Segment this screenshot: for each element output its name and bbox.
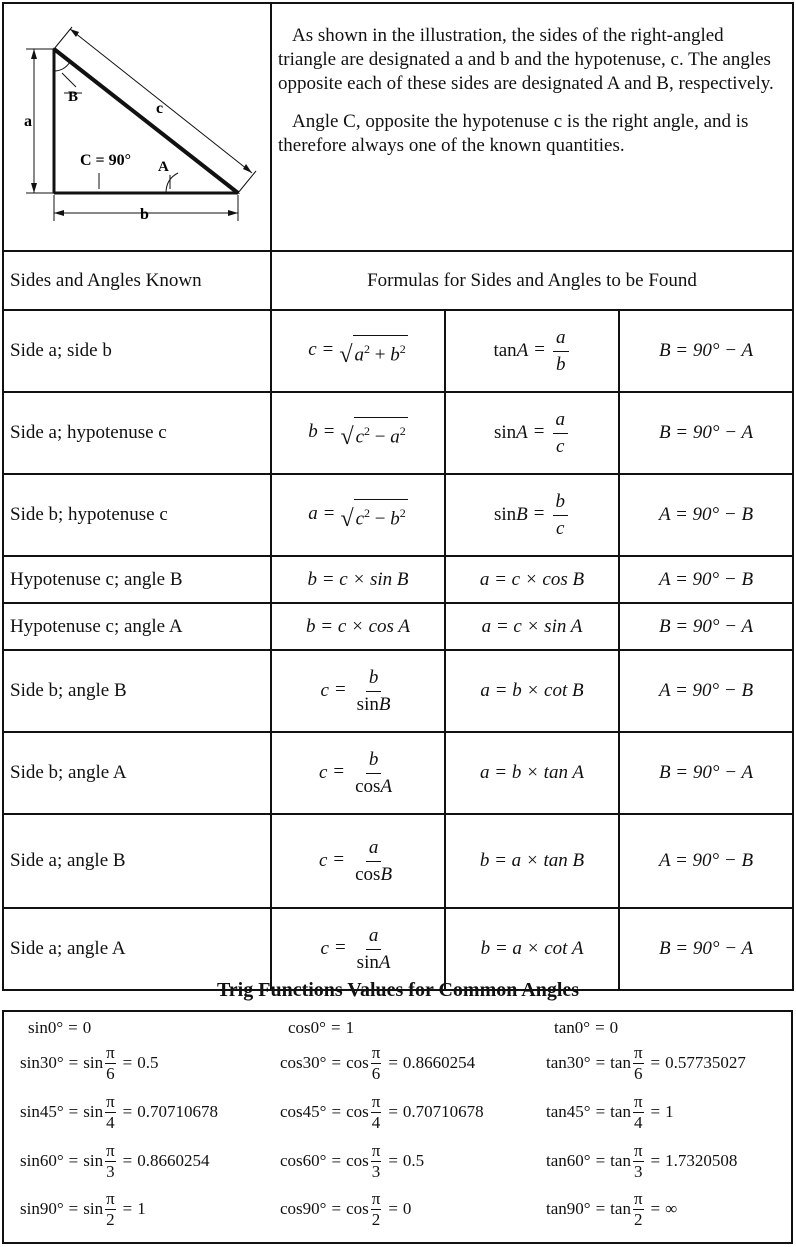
tan-30-value: tan30° = tan $\frac{\pi}{6}$ = 0.57735027 <box>546 1042 746 1083</box>
formula-complement: B = 90° − A <box>619 908 793 990</box>
sin-90-value: sin90° = sin $\frac{\pi}{2}$ = 1 <box>20 1188 146 1229</box>
tan-60-value: tan60° = tan $\frac{\pi}{3}$ = 1.7320508 <box>546 1140 738 1181</box>
row-known: Side a; angle A <box>3 908 271 990</box>
table-row <box>3 732 793 814</box>
trig-values-box <box>2 1010 793 1244</box>
header-known: Sides and Angles Known <box>3 251 271 310</box>
row-known: Side b; hypotenuse c <box>3 474 271 556</box>
formula-complement: A = 90° − B <box>619 474 793 556</box>
row-known: Side a; angle B <box>3 814 271 908</box>
tan-0-value: tan0° = 0 <box>554 1018 619 1037</box>
formula-angle: a = b × cot B <box>445 650 619 732</box>
formula-complement: A = 90° − B <box>619 814 793 908</box>
formula-complement: B = 90° − A <box>619 732 793 814</box>
table-row <box>3 556 793 603</box>
row-known: Side a; side b <box>3 310 271 392</box>
formula-angle: a = c × cos B <box>445 556 619 603</box>
diagram-label-angle-B: B <box>68 89 79 105</box>
formula-angle: sinA = $\frac{a}{c}$ <box>445 392 619 474</box>
triangle-diagram-cell <box>3 3 271 251</box>
formula-complement: B = 90° − A <box>619 603 793 650</box>
formula-angle: a = c × sin A <box>445 603 619 650</box>
sin-30-value: sin30° = sin $\frac{\pi}{6}$ = 0.5 <box>20 1042 159 1083</box>
table-row <box>3 474 793 556</box>
formula-side: c = √ $a^2 + b^2$ <box>271 310 445 392</box>
diagram-label-c: c <box>156 100 164 117</box>
cos-0-value: cos0° = 1 <box>288 1018 355 1037</box>
row-known: Hypotenuse c; angle B <box>3 556 271 603</box>
row-known: Side b; angle B <box>3 650 271 732</box>
table-row <box>3 908 793 990</box>
row-known: Hypotenuse c; angle A <box>3 603 271 650</box>
cos-90-value: cos90° = cos $\frac{\pi}{2}$ = 0 <box>280 1188 412 1229</box>
table-row <box>3 392 793 474</box>
table-row <box>3 603 793 650</box>
formula-angle: b = a × cot A <box>445 908 619 990</box>
formula-side: b = c × cos A <box>271 603 445 650</box>
formula-complement: B = 90° − A <box>619 392 793 474</box>
sin-45-value: sin45° = sin $\frac{\pi}{4}$ = 0.70710678 <box>20 1091 219 1132</box>
right-triangle-diagram <box>4 13 268 235</box>
cos-30-value: cos30° = cos $\frac{\pi}{6}$ = 0.8660254 <box>280 1042 476 1083</box>
intro-paragraph-2: Angle C, opposite the hypotenuse c is the right angle, and is therefore always one of the known quantities. <box>278 111 749 156</box>
formula-side: c = $\frac{a}{\sin A}$ <box>271 908 445 990</box>
formula-side: c = $\frac{a}{\cos B}$ <box>271 814 445 908</box>
sin-60-value: sin60° = sin $\frac{\pi}{3}$ = 0.8660254 <box>20 1140 210 1181</box>
formula-angle: sinB = $\frac{b}{c}$ <box>445 474 619 556</box>
formula-side: c = $\frac{b}{\cos A}$ <box>271 732 445 814</box>
formula-complement: B = 90° − A <box>619 310 793 392</box>
formula-complement: A = 90° − B <box>619 556 793 603</box>
tan-90-value: tan90° = tan $\frac{\pi}{2}$ = ∞ <box>546 1188 678 1229</box>
diagram-label-angle-C: C = 90° <box>80 152 132 169</box>
formula-complement: A = 90° − B <box>619 650 793 732</box>
header-formulas: Formulas for Sides and Angles to be Found <box>271 251 793 310</box>
formula-angle: tanA = $\frac{a}{b}$ <box>445 310 619 392</box>
formula-side: b = c × sin B <box>271 556 445 603</box>
formula-angle: a = b × tan A <box>445 732 619 814</box>
diagram-label-angle-A: A <box>158 159 169 175</box>
formula-side: c = $\frac{b}{\sin B}$ <box>271 650 445 732</box>
diagram-label-b: b <box>140 206 149 223</box>
row-known: Side a; hypotenuse c <box>3 392 271 474</box>
intro-text-cell <box>271 3 793 251</box>
tan-45-value: tan45° = tan $\frac{\pi}{4}$ = 1 <box>546 1091 674 1132</box>
cos-60-value: cos60° = cos $\frac{\pi}{3}$ = 0.5 <box>280 1140 425 1181</box>
table-row <box>3 310 793 392</box>
formula-angle: b = a × tan B <box>445 814 619 908</box>
header-row <box>3 251 793 310</box>
trig-values-title: Trig Functions Values for Common Angles <box>216 979 580 1001</box>
sin-0-value: sin0° = 0 <box>28 1018 92 1037</box>
intro-paragraph-1: As shown in the illustration, the sides of the right-angled triangle are designated a and b and the hypotenuse, c. The angles opposite each of these sides are designated A and B, respectively. <box>278 25 774 94</box>
table-row <box>3 814 793 908</box>
cos-45-value: cos45° = cos $\frac{\pi}{4}$ = 0.70710678 <box>280 1091 484 1132</box>
intro-row <box>3 3 793 251</box>
table-row <box>3 650 793 732</box>
diagram-label-a: a <box>24 113 32 130</box>
right-triangle-formula-table <box>2 2 794 991</box>
formula-side: b = √ $c^2 - a^2$ <box>271 392 445 474</box>
row-known: Side b; angle A <box>3 732 271 814</box>
formula-side: a = √ $c^2 - b^2$ <box>271 474 445 556</box>
